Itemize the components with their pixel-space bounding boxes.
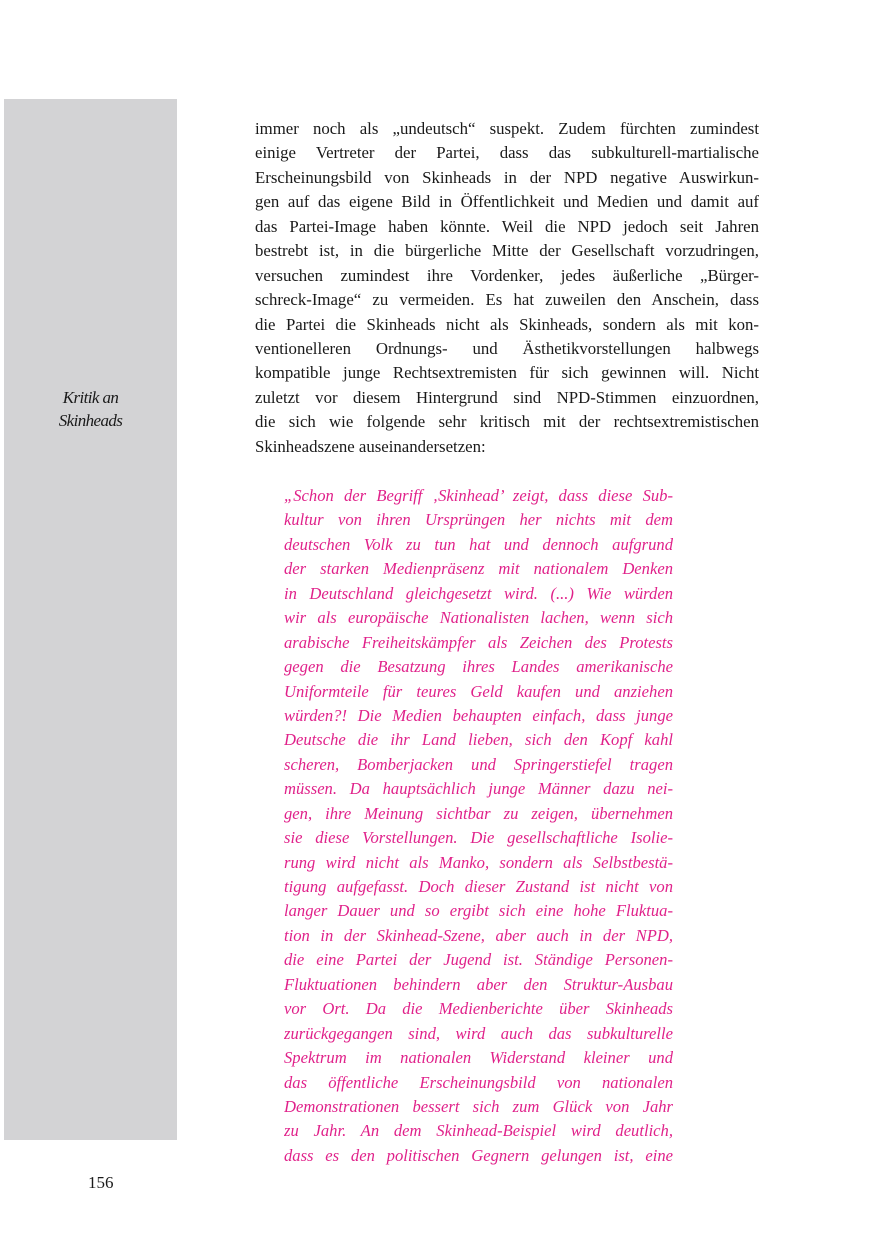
margin-note-line: Skinheads: [58, 411, 123, 430]
quote-line: Deutsche die ihr Land lieben, sich den Kopf kahl: [284, 730, 673, 750]
quote-line: gegen die Besatzung ihres Landes amerikanische: [284, 657, 673, 677]
quote-line: tigung aufgefasst. Doch dieser Zustand ist nicht von: [284, 877, 673, 896]
quote-line: Demonstrationen bessert sich zum Glück von Jahr: [284, 1096, 673, 1116]
quote-line: die eine Partei der Jugend ist. Ständige Personen-: [284, 950, 673, 970]
quote-line: der starken Medienpräsenz mit nationalem Denken: [284, 559, 673, 579]
quote-line: sie diese Vorstellungen. Die gesellschaftliche Isolie-: [284, 828, 673, 848]
body-line: Erscheinungsbild von Skinheads in der NPD negative Auswirkun-: [255, 167, 759, 187]
body-line: immer noch als „undeutsch“ suspekt. Zudem fürchten zumindest: [255, 119, 759, 138]
body-line: zuletzt vor diesem Hintergrund sind NPD-Stimmen einzuordnen,: [255, 387, 759, 407]
margin-note-line: Kritik an: [62, 388, 119, 407]
page-number: 156: [88, 1173, 114, 1192]
body-line: gen auf das eigene Bild in Öffentlichkeit und Medien und damit auf: [255, 192, 759, 212]
quote-line: langer Dauer und so ergibt sich eine hohe Fluktua-: [284, 901, 673, 921]
quote-line: zu Jahr. An dem Skinhead-Beispiel wird deutlich,: [284, 1121, 673, 1141]
quote-line: deutschen Volk zu tun hat und dennoch aufgrund: [284, 534, 673, 554]
quote-line: in Deutschland gleichgesetzt wird. (...) Wie würden: [284, 583, 673, 603]
quote-line: dass es den politischen Gegnern gelungen ist, eine: [284, 1145, 673, 1165]
quote-line: kultur von ihren Ursprüngen her nichts mit dem: [284, 510, 673, 530]
quote-line: arabische Freiheitskämpfer als Zeichen des Protests: [284, 632, 673, 652]
quote-line: müssen. Da hauptsächlich junge Männer dazu nei-: [284, 779, 673, 799]
quote-line: Uniformteile für teures Geld kaufen und anziehen: [284, 681, 673, 701]
quote-line: würden?! Die Medien behaupten einfach, dass junge: [284, 705, 673, 725]
quote-line: scheren, Bomberjacken und Springerstiefel tragen: [284, 754, 673, 774]
body-line: schreck-Image“ zu vermeiden. Es hat zuweilen den Anschein, dass: [255, 290, 759, 310]
quote-line: gen, ihre Meinung sichtbar zu zeigen, übernehmen: [284, 803, 673, 823]
body-line: kompatible junge Rechtsextremisten für sich gewinnen will. Nicht: [255, 363, 759, 383]
quote-line: wir als europäische Nationalisten lachen, wenn sich: [284, 608, 673, 628]
body-line: die sich wie folgende sehr kritisch mit der rechtsextremistischen: [255, 412, 759, 432]
body-line: bestrebt ist, in die bürgerliche Mitte der Gesellschaft vorzudringen,: [255, 241, 759, 261]
body-line: die Partei die Skinheads nicht als Skinheads, sondern als mit kon-: [255, 314, 759, 334]
body-paragraph: [255, 117, 759, 459]
quote-line: tion in der Skinhead-Szene, aber auch in der NPD,: [284, 925, 673, 945]
margin-note: [4, 386, 177, 432]
quote-line: rung wird nicht als Manko, sondern als Selbstbestä-: [284, 852, 673, 872]
body-line: versuchen zumindest ihre Vordenker, jedes äußerliche „Bürger-: [255, 265, 759, 285]
quote-line: Fluktuationen behindern aber den Struktur-Ausbau: [284, 974, 673, 994]
body-line: einige Vertreter der Partei, dass das subkulturell-martialische: [255, 143, 759, 163]
npd-quote-block: [284, 484, 673, 1168]
quote-line: „Schon der Begriff ‚Skinhead’ zeigt, dass diese Sub-: [284, 486, 673, 505]
quote-line: das öffentliche Erscheinungsbild von nationalen: [284, 1072, 673, 1092]
body-line: Skinheadszene auseinandersetzen:: [255, 436, 486, 456]
quote-line: zurückgegangen sind, wird auch das subkulturelle: [284, 1023, 673, 1043]
body-line: das Partei-Image haben könnte. Weil die NPD jedoch seit Jahren: [255, 216, 759, 236]
quote-line: vor Ort. Da die Medienberichte über Skinheads: [284, 999, 673, 1019]
body-line: ventionelleren Ordnungs- und Ästhetikvorstellungen halbwegs: [255, 338, 759, 358]
quote-line: Spektrum im nationalen Widerstand kleiner und: [284, 1048, 673, 1068]
margin-sidebar: [4, 99, 177, 1140]
